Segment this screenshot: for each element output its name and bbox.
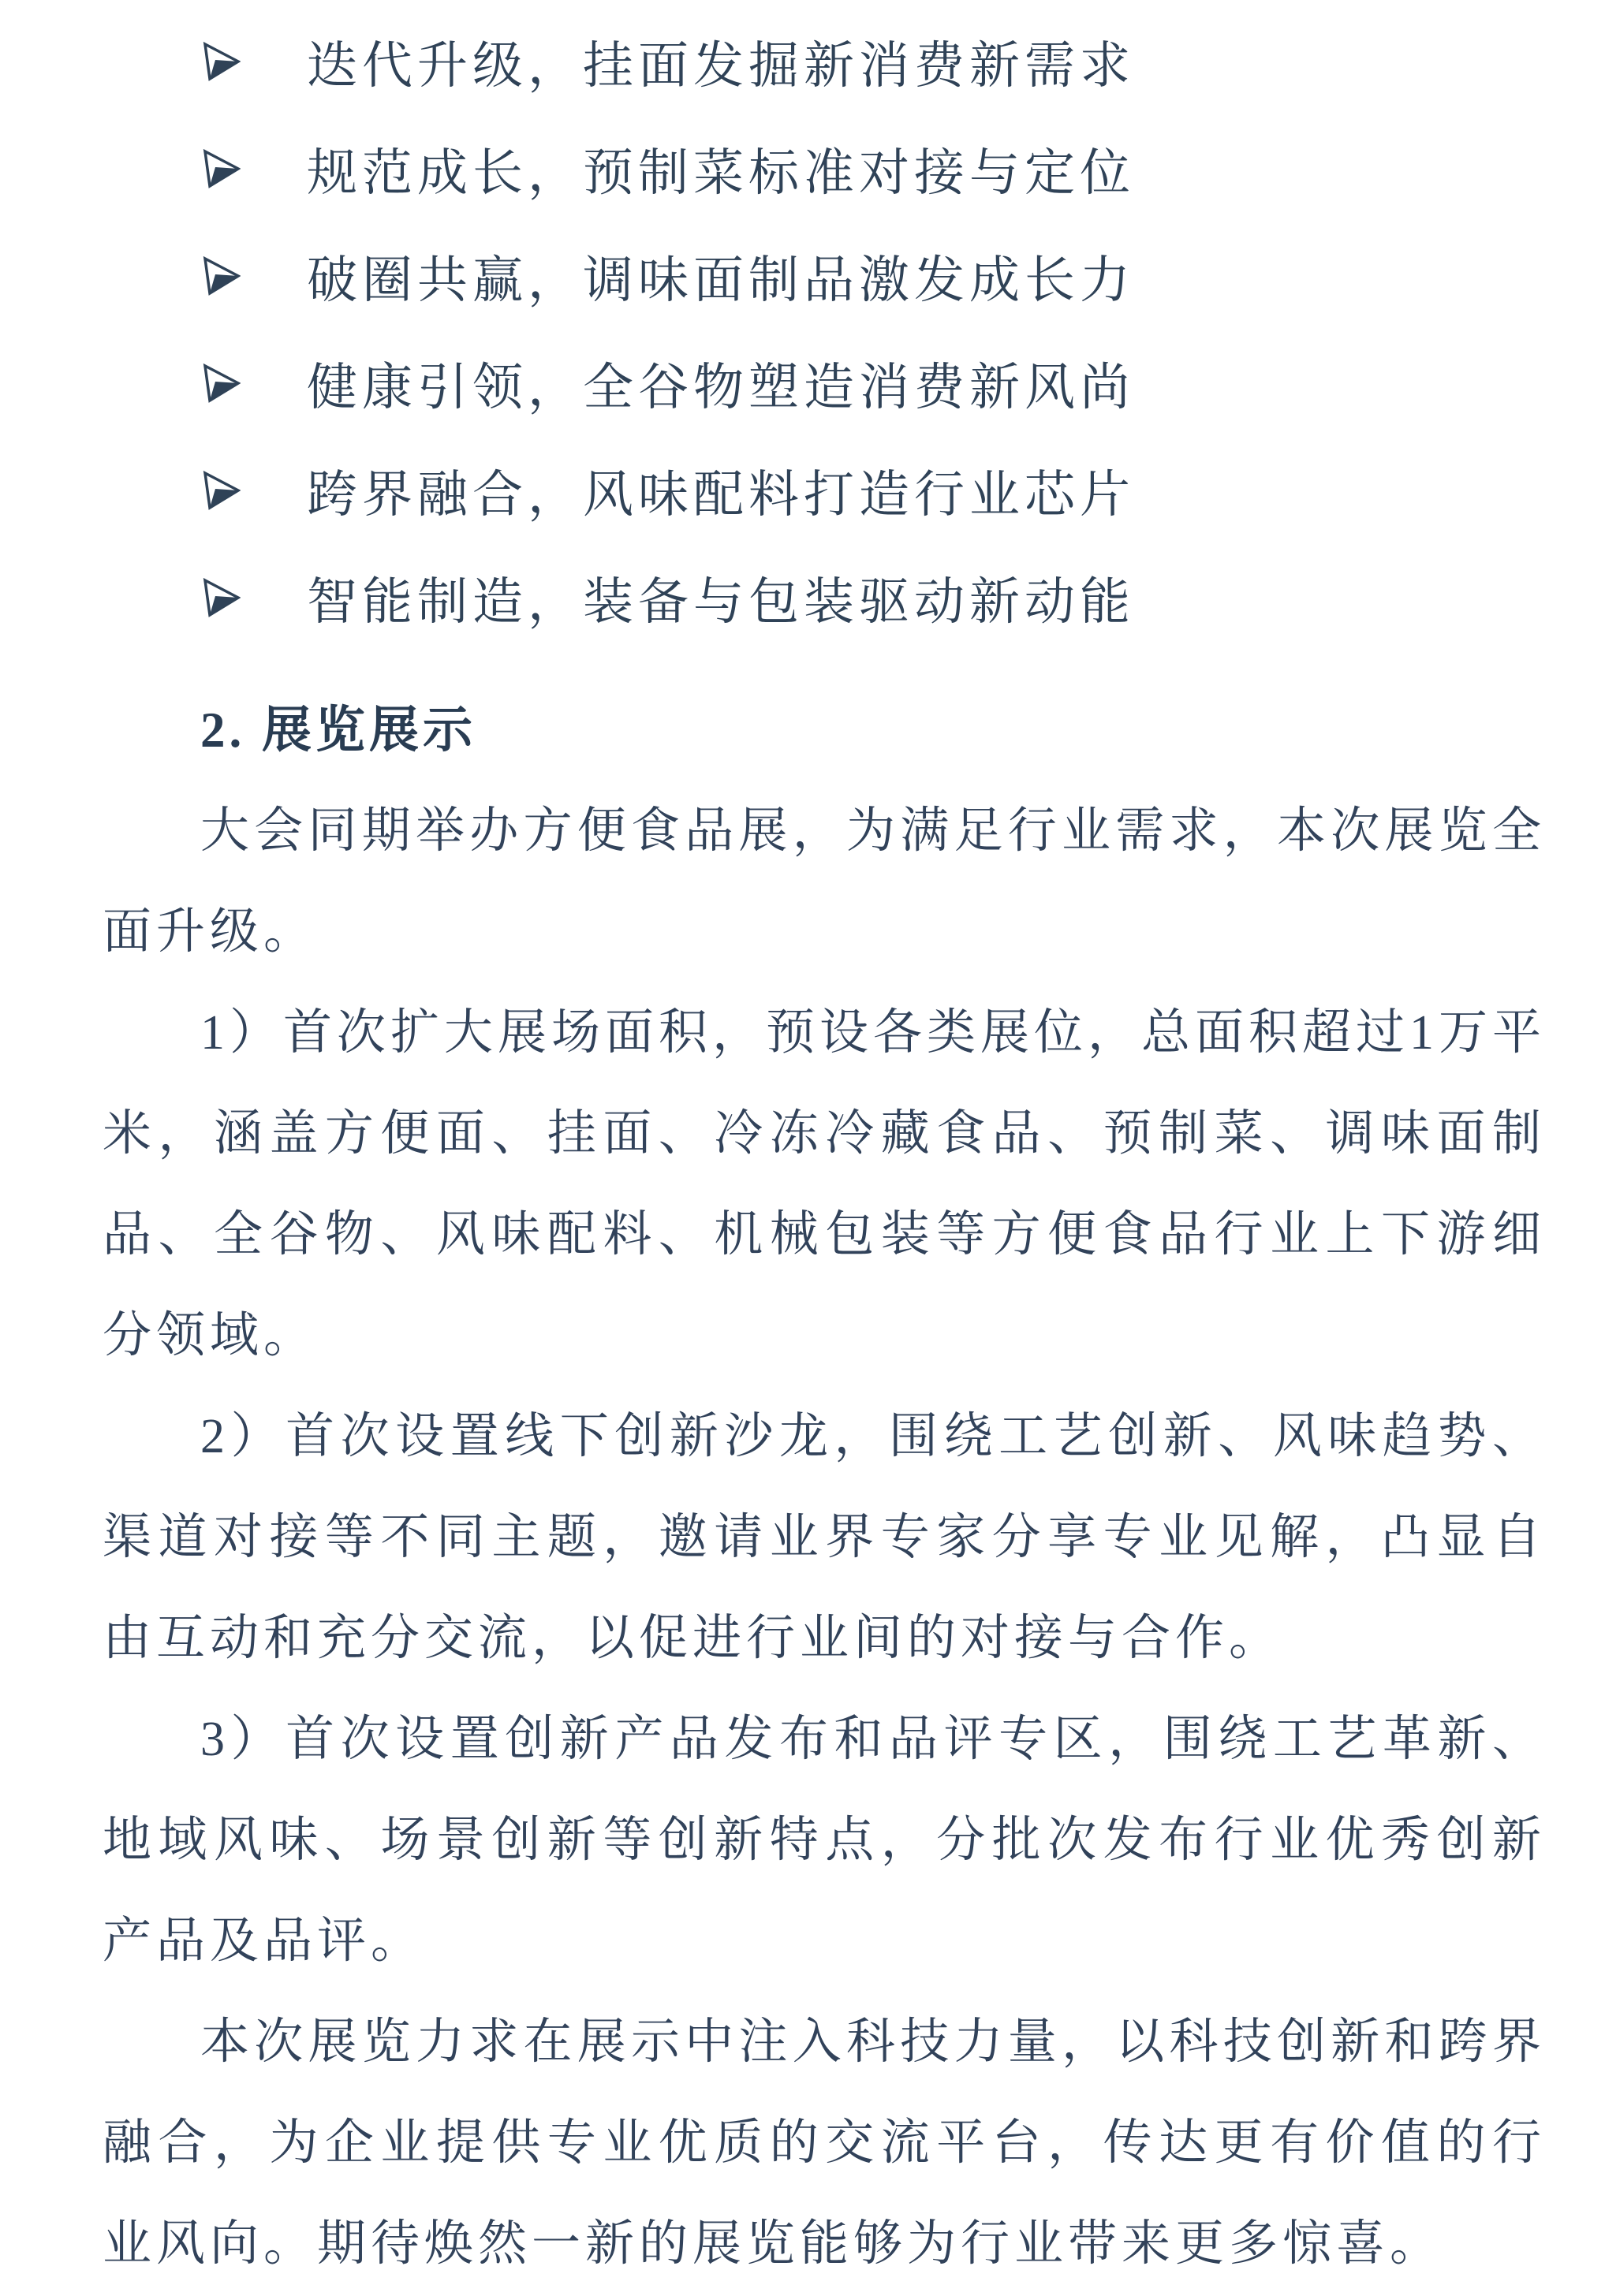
list-item (201, 115, 1546, 222)
arrowhead-right-icon (201, 256, 241, 296)
paragraph: 3）首次设置创新产品发布和品评专区，围绕工艺革新、地域风味、场景创新等创新特点，分批次发布行业优秀创新产品及品评。 (103, 1713, 1546, 1968)
arrowhead-right-icon (201, 363, 241, 403)
list-item-text: 跨界融合，风味配料打造行业芯片 (307, 467, 1135, 523)
section-heading: 2. 展览展示 (200, 703, 476, 758)
arrowhead-right-icon (201, 578, 241, 617)
list-item (201, 330, 1546, 437)
highlight-topics-list (103, 8, 1546, 651)
arrowhead-right-icon (201, 471, 241, 510)
list-item-text: 规范成长，预制菜标准对接与定位 (307, 145, 1135, 201)
paragraph: 2）首次设置线下创新沙龙，围绕工艺创新、风味趋势、渠道对接等不同主题，邀请业界专家分享专业见解，凸显自由互动和充分交流，以促进行业间的对接与合作。 (103, 1410, 1546, 1665)
list-item-text: 智能制造，装备与包装驱动新动能 (307, 574, 1135, 630)
arrowhead-right-icon (201, 149, 241, 188)
list-item (201, 222, 1546, 330)
paragraph: 大会同期举办方便食品展，为满足行业需求，本次展览全面升级。 (103, 804, 1546, 959)
body-paragraphs (103, 781, 1546, 2294)
list-item-text: 迭代升级，挂面发掘新消费新需求 (307, 38, 1135, 94)
list-item-text: 健康引领，全谷物塑造消费新风尚 (307, 360, 1135, 416)
list-item (201, 437, 1546, 544)
paragraph: 1）首次扩大展场面积，预设各类展位，总面积超过1万平米，涵盖方便面、挂面、冷冻冷藏食品、预制菜、调味面制品、全谷物、风味配料、机械包装等方便食品行业上下游细分领域。 (103, 1006, 1547, 1362)
paragraph: 本次展览力求在展示中注入科技力量，以科技创新和跨界融合，为企业提供专业优质的交流平台，传达更有价值的行业风向。期待焕然一新的展览能够为行业带来更多惊喜。 (103, 2015, 1546, 2271)
list-item-text: 破圈共赢，调味面制品激发成长力 (307, 252, 1135, 308)
list-item (201, 544, 1546, 651)
arrowhead-right-icon (201, 42, 241, 81)
list-item (201, 8, 1546, 115)
